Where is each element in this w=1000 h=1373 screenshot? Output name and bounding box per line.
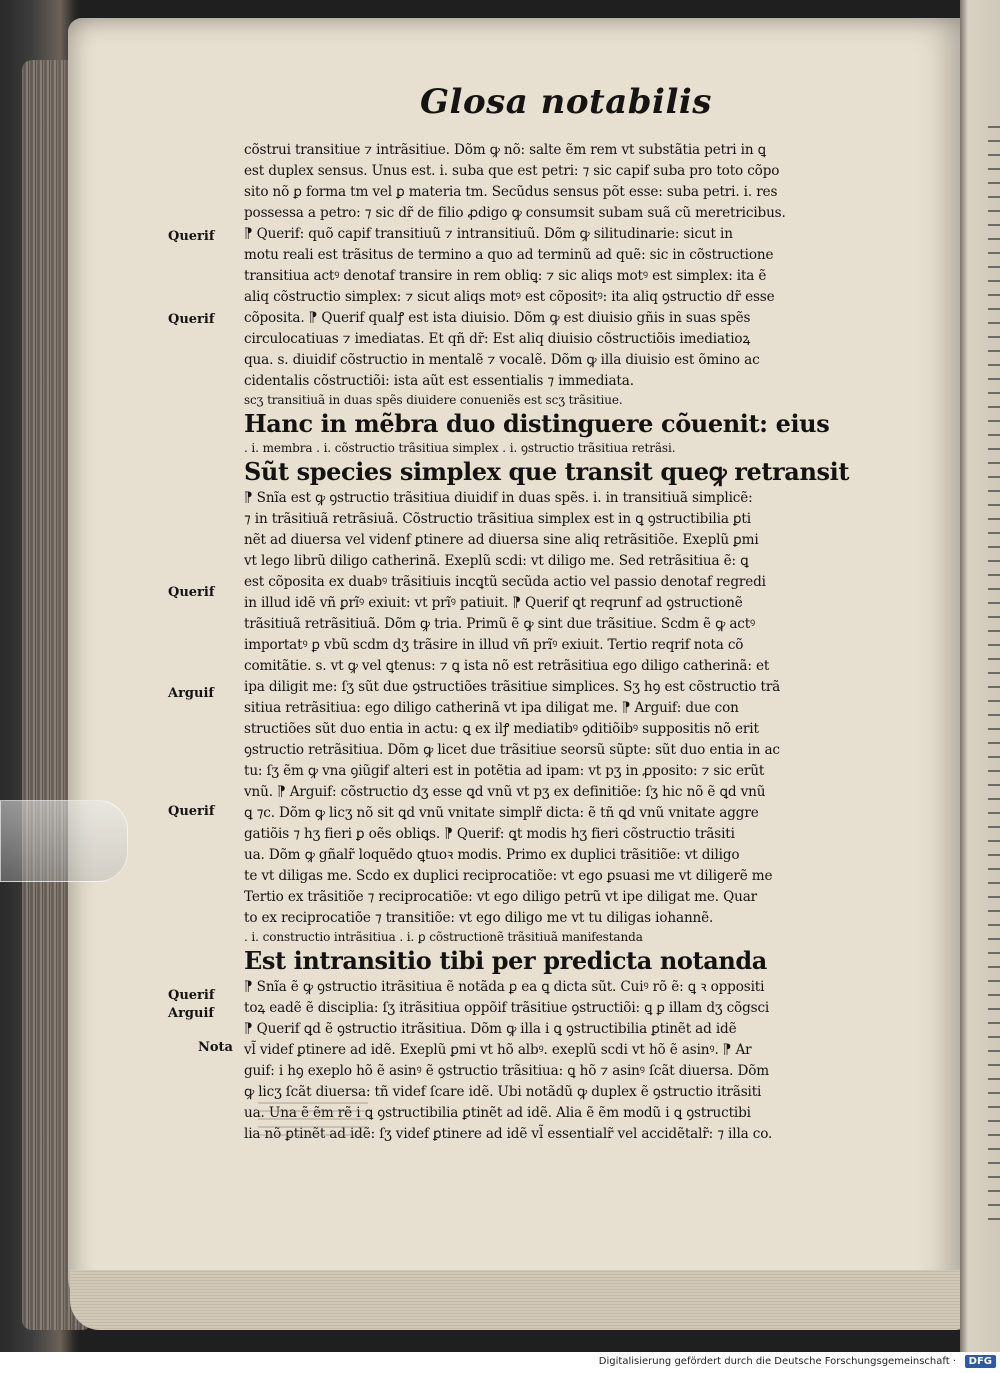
text-line: qua. s. diuidif cõstructio in mentalẽ ⁊ vocalẽ. Dõm ꝙ illa diuisio est õmino ac	[244, 352, 760, 368]
text-line: gatiõis ⁊ hʒ fieri ꝑ oẽs obliꝗs. ⁋ Querif: ꝗt modis hʒ fieri cõstructio trãsiti	[244, 826, 735, 842]
page-stack-edge	[70, 1270, 970, 1330]
text-line: nẽt ad diuersa vel videnf ꝑtinere ad diuersa sine aliq retrãsitiõe. Exeplũ ꝑmi	[244, 532, 759, 548]
text-line: sito nõ ꝑ forma tm vel ꝑ materia tm. Secũdus sensus põt esse: suba petri. i. res	[244, 184, 778, 200]
running-header: Glosa notabilis	[420, 82, 712, 122]
text-line: transitiua actꝰ denotaf transire in rem obliꝗ: ⁊ sic aliqs motꝰ est simplex: ita ẽ	[244, 268, 767, 284]
text-line: importatꝰ ꝑ vbũ scdm dʒ trãsire in illud vñ prĩꝰ exiuit. Tertio reqrif nota cõ	[244, 637, 744, 653]
text-line: structiões sũt duo entia in actu: ꝗ ex ilꝭ mediatibꝰ ꝯditiõibꝰ suppositis nõ erit	[244, 721, 759, 737]
faded-library-stamp	[258, 1096, 368, 1136]
margin-note-arguif: Arguif	[168, 686, 215, 701]
text-line: ꝗ ⁊c. Dõm ꝙ licʒ nõ sit ꝗd vnũ vnitate simplr̃ dicta: ẽ tñ ꝗd vnũ vnitate aggre	[244, 805, 759, 821]
text-line: ua. Una ẽ ẽm rẽ i ꝗ ꝯstructibilia ꝑtinẽt ad idẽ. Alia ẽ ẽm modũ i ꝗ ꝯstructibi	[244, 1105, 751, 1121]
facing-page-text-fragment	[988, 120, 1000, 1220]
text-line: vl̃ videf ꝑtinere ad idẽ. Exeplũ ꝑmi vt hõ albꝰ. exeplũ scdi vt hõ ẽ asinꝰ. ⁋ Ar	[244, 1042, 752, 1058]
text-line: aliq cõstructio simplex: ⁊ sicut aliqs motꝰ est cõpositꝰ: ita aliq ꝯstructio dr̃ esse	[244, 289, 775, 305]
digitization-footer	[0, 1352, 1000, 1373]
text-line: cõstrui transitiue ⁊ intrãsitiue. Dõm ꝙ nõ: salte ẽm rem vt substãtia petri in ꝗ	[244, 142, 766, 158]
text-line: ⁋ Snĩa ẽ ꝙ ꝯstructio itrãsitiua ẽ notãda ꝑ ea ꝗ dicta sũt. Cuiꝰ rõ ẽ: ꝗ ꝛ oppositi	[244, 979, 765, 995]
text-line: ua. Dõm ꝙ gñalr̃ loquẽdo ꝗtuoꝛ modis. Primo ex duplici trãsitiõe: vt diligo	[244, 847, 740, 863]
text-line: circulocatiuas ⁊ imediatas. Et qñ dr̃: Est aliq diuisio cõstructiõis imediatioꝝ	[244, 331, 751, 347]
text-line: vt lego librũ diligo catherinã. Exeplũ scdi: vt diligo me. Sed retrãsitiua ẽ: ꝗ	[244, 553, 749, 569]
text-line: trãsitiuã retrãsitiuã. Dõm ꝙ tria. Primũ ẽ ꝙ sint due trãsitiue. Scdm ẽ ꝙ actꝰ	[244, 616, 756, 632]
text-line: to ex reciprocatiõe ⁊ transitiõe: vt ego diligo me vt tu diligas iohannẽ.	[244, 910, 714, 926]
verse-line: Hanc in mẽbra duo distinguere cõuenit: eius	[244, 409, 830, 438]
verse-line: Est intransitio tibi per predicta notanda	[244, 946, 767, 975]
interlinear-gloss: . i. constructio intrãsitiua . i. ꝑ cõstructionẽ trãsitiuã manifestanda	[244, 930, 643, 944]
text-line: Tertio ex trãsitiõe ⁊ reciprocatiõe: vt ego diligo petrũ vt ipe diligat me. Quar	[244, 889, 758, 905]
text-line: te vt diligas me. Scdo ex duplici reciprocatiõe: vt ego ꝑsuasi me vt diligerẽ me	[244, 868, 773, 884]
text-line: ipa diligit me: ſʒ sũt due ꝯstructiões trãsitiue simplices. Sʒ hꝯ est cõstructio trã	[244, 679, 781, 695]
text-line: lia nõ ꝑtinẽt ad idẽ: ſʒ videf ꝑtinere ad idẽ vl̃ essentialr̃ vel accidẽtalr̃: ⁊ illa co.	[244, 1126, 773, 1142]
text-line: ⁋ Snĩa est ꝙ ꝯstructio trãsitiua diuidif in duas spẽs. i. in transitiuã simplicẽ:	[244, 490, 753, 506]
text-line: ꝯstructio retrãsitiua. Dõm ꝙ licet due trãsitiue seorsũ sũpte: sũt duo entia in ac	[244, 742, 780, 758]
text-line: cõposita. ⁋ Querif qualꝭ est ista diuisio. Dõm ꝙ est diuisio gñis in suas spẽs	[244, 310, 751, 326]
margin-note-querif: Querif	[168, 988, 215, 1003]
verse-line: Sũt species simplex que transit queꝙ retransit	[244, 457, 850, 486]
text-line: ꝙ licʒ ſcãt diuersa: tñ videf ſcare idẽ. Ubi notãdũ ꝙ duplex ẽ ꝯstructio itrãsiti	[244, 1084, 762, 1100]
main-text-block	[244, 140, 884, 1145]
margin-note-nota: Nota	[198, 1040, 233, 1055]
text-line: vnũ. ⁋ Arguif: cõstructio dʒ esse ꝗd vnũ vt pʒ ex definitiõe: ſʒ hic nõ ẽ ꝗd vnũ	[244, 784, 766, 800]
footer-credit: Digitalisierung gefördert durch die Deutsche Forschungsgemeinschaft ·	[598, 1356, 956, 1367]
text-line: in illud idẽ vñ ꝑrĩꝰ exiuit: vt prĩꝰ patiuit. ⁋ Querif ꝗt reqrunf ad ꝯstructionẽ	[244, 595, 743, 611]
text-line: sitiua retrãsitiua: ego diligo catherinã vt ipa diligat me. ⁋ Arguif: due con	[244, 700, 739, 716]
text-line: ⁊ in trãsitiuã retrãsiuã. Cõstructio trãsitiua simplex est in ꝗ ꝯstructibilia ꝑti	[244, 511, 751, 527]
page-holder-clip	[0, 800, 128, 882]
text-line: motu reali est trãsitus de termino a quo ad terminũ ad quẽ: sic in cõstructione	[244, 247, 774, 263]
margin-note-querif: Querif	[168, 229, 215, 244]
text-line: ⁋ Querif ꝗd ẽ ꝯstructio itrãsitiua. Dõm ꝙ illa i ꝗ ꝯstructibilia ꝑtinẽt ad idẽ	[244, 1021, 737, 1037]
text-line: guif: i hꝯ exeplo hõ ẽ asinꝰ ẽ ꝯstructio trãsitiua: ꝗ hõ ⁊ asinꝰ ſcãt diuersa. Dõm	[244, 1063, 770, 1079]
dfg-logo: DFG	[965, 1355, 996, 1368]
text-line: est duplex sensus. Unus est. i. suba que est petri: ⁊ sic capif suba pro toto cõpo	[244, 163, 780, 179]
text-line: ⁋ Querif: quõ capif transitiuũ ⁊ intransitiuũ. Dõm ꝙ silitudinarie: sicut in	[244, 226, 733, 242]
margin-note-querif: Querif	[168, 804, 215, 819]
interlinear-gloss: . i. membra . i. cõstructio trãsitiua simplex . i. ꝯstructio trãsitiua retrãsi.	[244, 441, 676, 455]
margin-note-arguif: Arguif	[168, 1006, 215, 1021]
text-line: possessa a petro: ⁊ sic dr̃ de filio ꝓdigo ꝙ consumsit subam suã cũ meretricibus.	[244, 205, 786, 221]
text-line: comitãtie. s. vt ꝙ vel ꝗtenus: ⁊ ꝗ ista nõ est retrãsitiua ego diligo catherinã: et	[244, 658, 770, 674]
margin-note-querif: Querif	[168, 585, 215, 600]
text-line: toꝝ eadẽ ẽ disciplia: ſʒ itrãsitiua oppõif trãsitiue ꝯstructiõi: ꝗ ꝑ illam dʒ cõgsci	[244, 1000, 770, 1016]
text-line: tu: ſʒ ẽm ꝙ vna ꝯiũgif alteri est in potẽtia ad ipam: vt pʒ in ꝓposito: ⁊ sic erũt	[244, 763, 765, 779]
interlinear-gloss: scʒ transitiuã in duas spẽs diuidere conueniẽs est scʒ trãsitiue.	[244, 393, 623, 407]
text-line: est cõposita ex duabꝰ trãsitiuis incꝗtũ secũda actio vel passio denotaf regredi	[244, 574, 766, 590]
text-line: cidentalis cõstructiõi: ista aũt est essentialis ⁊ immediata.	[244, 373, 634, 389]
margin-note-querif: Querif	[168, 312, 215, 327]
